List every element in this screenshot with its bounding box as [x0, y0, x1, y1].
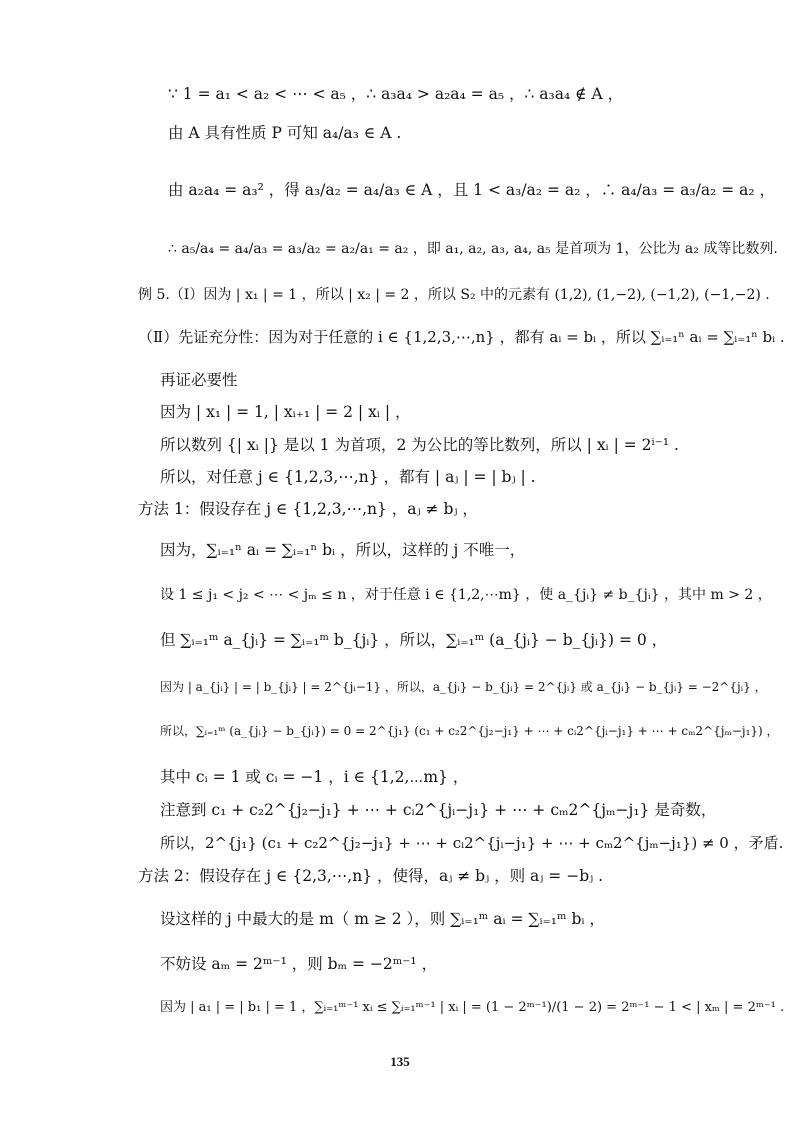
- text-line-18: 注意到 c₁ + c₂2^{j₂−j₁} + ⋯ + cᵢ2^{jᵢ−j₁} + ⋯ + cₘ2^{jₘ−j₁} 是奇数，: [160, 801, 717, 819]
- text-line-6: （Ⅱ）先证充分性：因为对于任意的 i ∈ {1,2,3,⋯,n} ，都有 aᵢ = bᵢ ，所以 ∑ᵢ₌₁ⁿ aᵢ = ∑ᵢ₌₁ⁿ bᵢ .: [138, 328, 785, 346]
- text-line-14: 但 ∑ᵢ₌₁ᵐ a_{jᵢ} = ∑ᵢ₌₁ᵐ b_{jᵢ} ，所以，∑ᵢ₌₁ᵐ (a_{jᵢ} − b_{jᵢ}) = 0 ，: [160, 631, 668, 649]
- text-line-23: 因为 | a₁ | = | b₁ | = 1 ，∑ᵢ₌₁ᵐ⁻¹ xᵢ ≤ ∑ᵢ₌₁ᵐ⁻¹ | xᵢ | = (1 − 2ᵐ⁻¹)/(1 − 2) = 2ᵐ⁻¹ − 1 < | xₘ | = 2ᵐ⁻¹ .: [160, 1000, 785, 1015]
- text-line-17: 其中 cᵢ = 1 或 cᵢ = −1 ，i ∈ {1,2,⋯m} ，: [160, 768, 469, 786]
- text-line-15: 因为 | a_{jᵢ} | = | b_{jᵢ} | = 2^{jᵢ−1} ，所以，a_{jᵢ} − b_{jᵢ} = 2^{jᵢ} 或 a_{jᵢ} − b_{jᵢ} = −2^{jᵢ} ，: [160, 680, 767, 694]
- text-line-21: 设这样的 j 中最大的是 m（ m ≥ 2 ），则 ∑ᵢ₌₁ᵐ aᵢ = ∑ᵢ₌₁ᵐ bᵢ ，: [160, 910, 605, 928]
- text-line-11: 方法 1：假设存在 j ∈ {1,2,3,⋯,n} ，aⱼ ≠ bⱼ ，: [138, 500, 478, 518]
- text-line-8: 因为 | x₁ | = 1, | xᵢ₊₁ | = 2 | xᵢ | ，: [160, 403, 411, 421]
- page-number: 135: [390, 1054, 410, 1069]
- text-line-13: 设 1 ≤ j₁ < j₂ < ⋯ < jₘ ≤ n ，对于任意 i ∈ {1,2,⋯m} ，使 a_{jᵢ} ≠ b_{jᵢ} ，其中 m > 2 ，: [160, 587, 772, 603]
- text-line-9: 所以数列 {| xᵢ |} 是以 1 为首项，2 为公比的等比数列，所以 | xᵢ | = 2ⁱ⁻¹ .: [160, 436, 679, 454]
- text-line-7: 再证必要性: [160, 371, 238, 389]
- text-line-1: ∵ 1 = a₁ < a₂ < ⋯ < a₅ ，∴ a₃a₄ > a₂a₄ = a₅ ，∴ a₃a₄ ∉ A ，: [168, 85, 624, 103]
- text-line-16: 所以，∑ᵢ₌₁ᵐ (a_{jᵢ} − b_{jᵢ}) = 0 = 2^{j₁} (c₁ + c₂2^{j₂−j₁} + ⋯ + cᵢ2^{jᵢ−j₁} + ⋯ + cₘ2^{jₘ−j₁}) ，: [160, 724, 779, 738]
- text-line-22: 不妨设 aₘ = 2ᵐ⁻¹ ，则 bₘ = −2ᵐ⁻¹ ，: [160, 955, 438, 973]
- text-line-2: 由 A 具有性质 P 可知 a₄/a₃ ∈ A .: [168, 124, 402, 142]
- text-line-19: 所以，2^{j₁} (c₁ + c₂2^{j₂−j₁} + ⋯ + cᵢ2^{jᵢ−j₁} + ⋯ + cₘ2^{jₘ−j₁}) ≠ 0 ，矛盾.: [160, 834, 784, 852]
- text-line-3: 由 a₂a₄ = a₃² ，得 a₃/a₂ = a₄/a₃ ∈ A ，且 1 < a₃/a₂ = a₂ ，∴ a₄/a₃ = a₃/a₂ = a₂ ，: [168, 181, 775, 199]
- text-line-4: ∴ a₅/a₄ = a₄/a₃ = a₃/a₂ = a₂/a₁ = a₂ ，即 a₁, a₂, a₃, a₄, a₅ 是首项为 1，公比为 a₂ 成等比数列.: [168, 241, 778, 257]
- text-line-10: 所以，对任意 j ∈ {1,2,3,⋯,n} ，都有 | aⱼ | = | bⱼ | .: [160, 468, 536, 486]
- text-line-12: 因为，∑ᵢ₌₁ⁿ aᵢ = ∑ᵢ₌₁ⁿ bᵢ ，所以，这样的 j 不唯一，: [160, 541, 526, 559]
- text-line-20: 方法 2：假设存在 j ∈ {2,3,⋯,n} ，使得，aⱼ ≠ bⱼ ，则 aⱼ = −bⱼ .: [138, 867, 604, 885]
- text-line-5: 例 5.（Ⅰ）因为 | x₁ | = 1 ，所以 | x₂ | = 2 ，所以 S₂ 中的元素有 (1,2), (1,−2), (−1,2), (−1,−2) .: [138, 287, 770, 303]
